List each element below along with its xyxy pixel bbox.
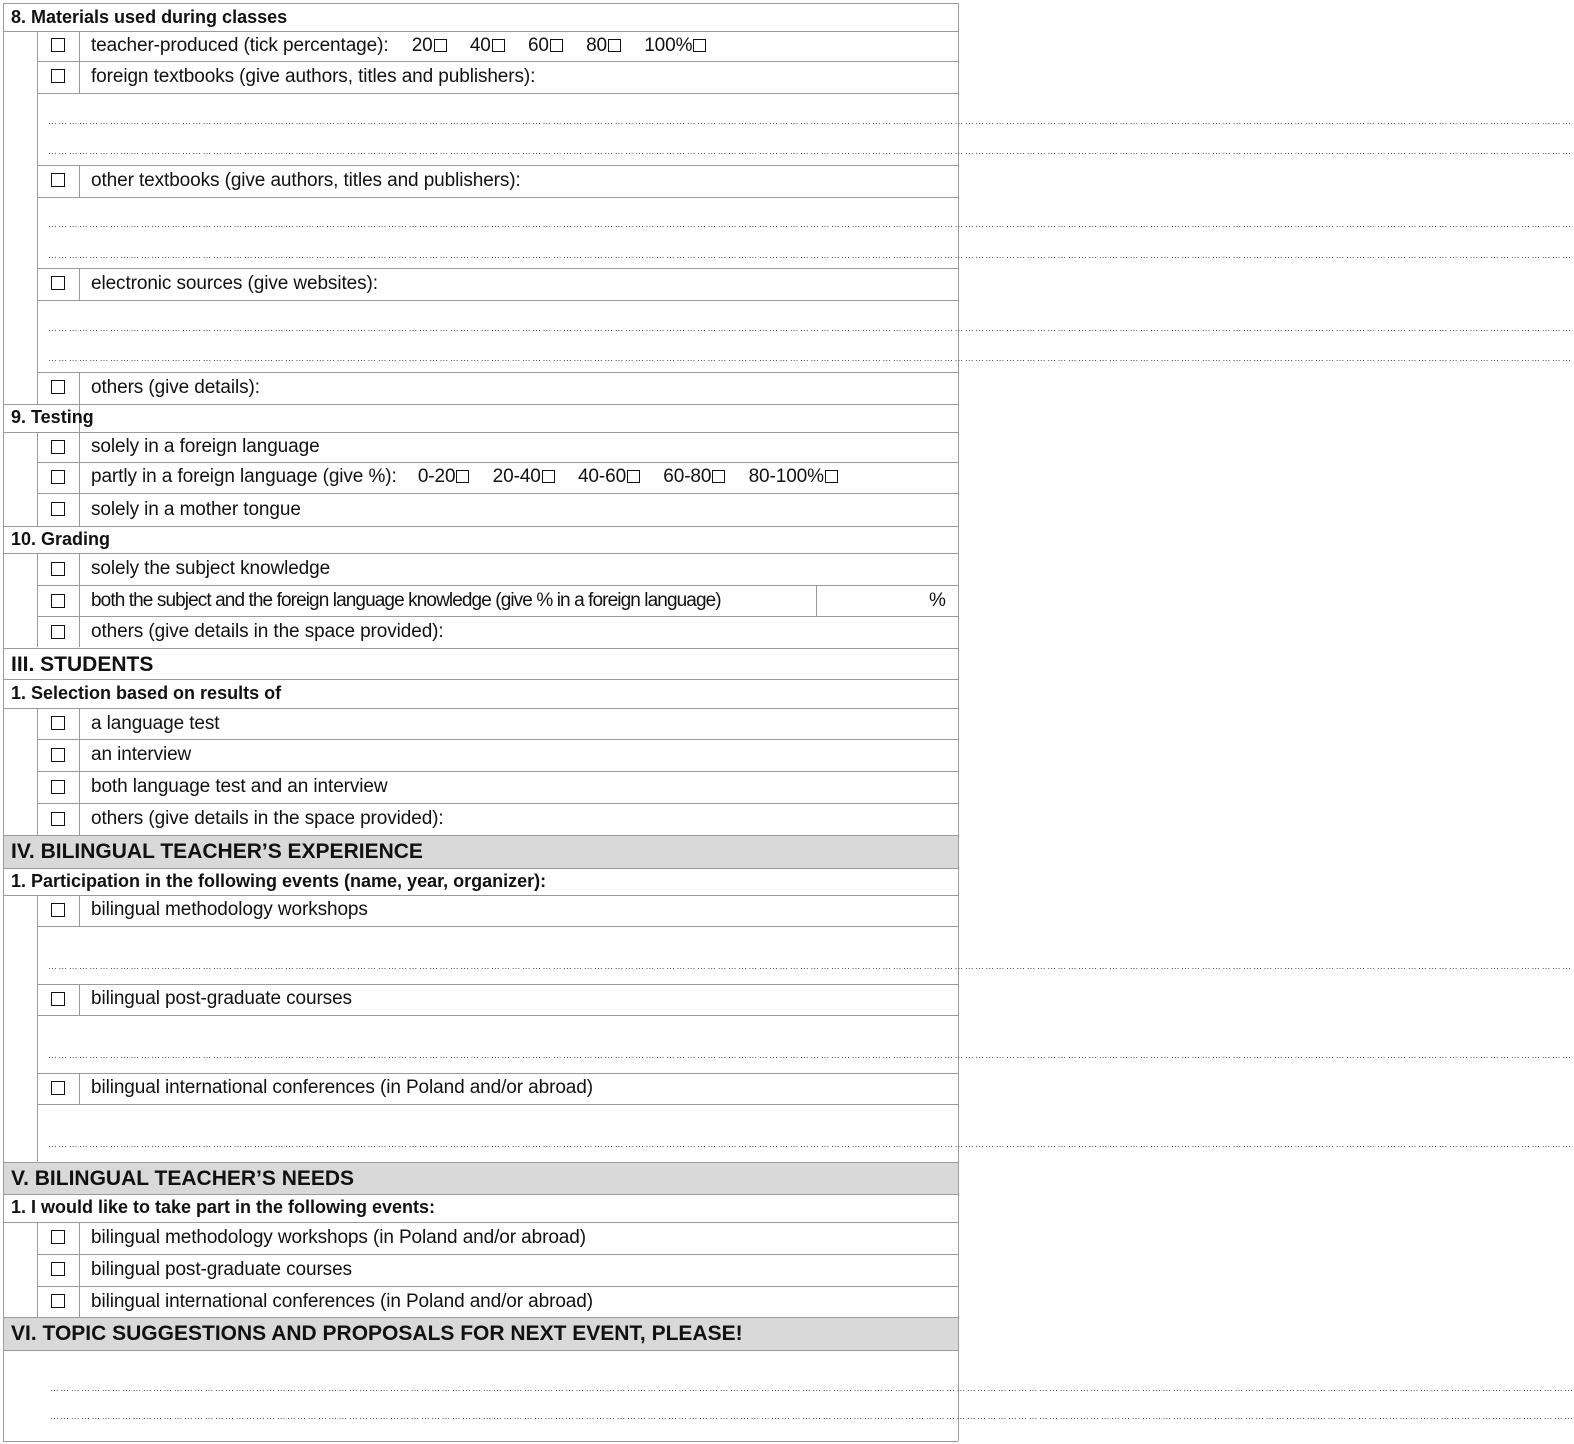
needs-conferences-checkbox[interactable]: [51, 1294, 65, 1308]
language-test-checkbox[interactable]: [51, 716, 65, 730]
row-line: [37, 61, 958, 62]
row-line: [37, 1015, 958, 1016]
teacher-produced-label: teacher-produced (tick percentage):: [91, 35, 389, 56]
answer-line[interactable]: …………………………………………………………………………………………………………………………………………………………………………………………………………………………………………………………………………………………………………………………………………………………………………………………………………: [50, 1411, 1574, 1421]
materials-heading: 8. Materials used during classes: [11, 7, 288, 27]
percent-label: 60: [527, 35, 549, 56]
answer-line[interactable]: …………………………………………………………………………………………………………………………………………………………………………………………………………………………………………………………………………………………………………………………………………………………………………………………………………: [48, 146, 1573, 156]
needs-workshops-label: bilingual methodology workshops (in Poland and/or abroad): [91, 1227, 586, 1248]
teacher-produced-row: [91, 35, 706, 57]
row-line: [3, 1222, 958, 1223]
mother-tongue-label: solely in a mother tongue: [91, 499, 301, 520]
percent-option-80: [586, 35, 621, 56]
row-line: [37, 1104, 958, 1105]
checkbox-column-line: [79, 31, 80, 93]
range-option-60-80: [663, 466, 725, 487]
test-and-interview-label: both language test and an interview: [91, 776, 388, 797]
answer-line[interactable]: …………………………………………………………………………………………………………………………………………………………………………………………………………………………………………………………………………………………………………………………………………………………………………………………………………: [48, 116, 1573, 126]
foreign-textbooks-label: foreign textbooks (give authors, titles and publishers):: [91, 66, 536, 87]
row-line: [37, 616, 958, 617]
mother-tongue-checkbox[interactable]: [51, 502, 65, 516]
answer-line[interactable]: …………………………………………………………………………………………………………………………………………………………………………………………………………………………………………………………………………………………………………………………………………………………………………………………………………: [48, 961, 1573, 971]
range-label: 60-80: [663, 466, 712, 487]
range-label: 20-40: [492, 466, 541, 487]
range-0-20-checkbox[interactable]: [456, 470, 469, 483]
percent-20-checkbox[interactable]: [434, 39, 447, 52]
range-label: 0-20: [417, 466, 456, 487]
range-label: 80-100%: [748, 466, 824, 487]
row-line: [37, 93, 958, 94]
percent-label: 40: [469, 35, 491, 56]
percent-label: 80: [586, 35, 607, 56]
row-line: [3, 31, 958, 32]
electronic-sources-checkbox[interactable]: [51, 276, 65, 290]
others-grading-checkbox[interactable]: [51, 625, 65, 639]
workshops-label: bilingual methodology workshops: [91, 899, 368, 920]
answer-line[interactable]: …………………………………………………………………………………………………………………………………………………………………………………………………………………………………………………………………………………………………………………………………………………………………………………………………………: [48, 219, 1573, 229]
other-textbooks-label: other textbooks (give authors, titles and publishers):: [91, 170, 521, 191]
partly-foreign-checkbox[interactable]: [51, 470, 65, 484]
partly-foreign-row: [91, 466, 838, 488]
range-option-80-100: [749, 466, 838, 487]
answer-line[interactable]: …………………………………………………………………………………………………………………………………………………………………………………………………………………………………………………………………………………………………………………………………………………………………………………………………………: [48, 1139, 1573, 1149]
row-line: [37, 771, 958, 772]
interview-label: an interview: [91, 744, 192, 765]
grading-heading: 10. Grading: [11, 529, 111, 549]
row-line: [37, 1073, 958, 1074]
percent-label: 20: [411, 35, 433, 56]
answer-line[interactable]: …………………………………………………………………………………………………………………………………………………………………………………………………………………………………………………………………………………………………………………………………………………………………………………………………………: [50, 1383, 1574, 1393]
row-line: [37, 300, 958, 301]
checkbox-column-line: [79, 268, 80, 300]
others-selection-label: others (give details in the space provided):: [91, 808, 444, 829]
range-label: 40-60: [577, 466, 627, 487]
answer-line[interactable]: …………………………………………………………………………………………………………………………………………………………………………………………………………………………………………………………………………………………………………………………………………………………………………………………………………: [48, 1050, 1573, 1060]
row-line: [37, 372, 958, 373]
testing-heading: 9. Testing: [11, 407, 94, 427]
indent-column-line: [37, 895, 38, 1161]
percent-option-40: [470, 35, 505, 56]
row-line: [3, 404, 958, 405]
row-line: [3, 1194, 958, 1195]
suggestions-section-title: VI. TOPIC SUGGESTIONS AND PROPOSALS FOR NEXT EVENT, PLEASE!: [11, 1322, 743, 1345]
needs-section-title: V. BILINGUAL TEACHER’S NEEDS: [11, 1167, 355, 1190]
percent-cell-divider: [816, 585, 817, 616]
row-line: [3, 1317, 958, 1318]
needs-conferences-label: bilingual international conferences (in Poland and/or abroad): [91, 1291, 593, 1312]
row-line: [3, 895, 958, 896]
conferences-label: bilingual international conferences (in Poland and/or abroad): [91, 1077, 593, 1098]
row-line: [37, 165, 958, 166]
needs-workshops-checkbox[interactable]: [51, 1230, 65, 1244]
other-textbooks-checkbox[interactable]: [51, 173, 65, 187]
row-line: [3, 679, 958, 680]
workshops-checkbox[interactable]: [51, 903, 65, 917]
frame-bottom-border: [3, 1441, 958, 1442]
solely-foreign-checkbox[interactable]: [51, 440, 65, 454]
foreign-textbooks-checkbox[interactable]: [51, 69, 65, 83]
percent-option-100: [644, 35, 706, 56]
checkbox-column-line: [79, 165, 80, 197]
range-20-40-checkbox[interactable]: [542, 470, 555, 483]
solely-foreign-label: solely in a foreign language: [91, 436, 320, 457]
teacher-produced-checkbox[interactable]: [51, 38, 65, 52]
needs-courses-checkbox[interactable]: [51, 1262, 65, 1276]
checkbox-column-line: [79, 895, 80, 926]
row-line: [37, 984, 958, 985]
participation-heading: 1. Participation in the following events (name, year, organizer):: [11, 871, 547, 891]
range-option-0-20: [418, 466, 470, 487]
row-line: [37, 803, 958, 804]
range-option-20-40: [493, 466, 555, 487]
indent-column-line: [37, 31, 38, 405]
percent-60-checkbox[interactable]: [550, 39, 563, 52]
percent-40-checkbox[interactable]: [492, 39, 505, 52]
interview-checkbox[interactable]: [51, 748, 65, 762]
row-line: [37, 197, 958, 198]
checkbox-column-line: [79, 432, 80, 526]
indent-column-line: [37, 432, 38, 526]
checkbox-column-line: [79, 984, 80, 1015]
courses-checkbox[interactable]: [51, 992, 65, 1006]
range-80-100-checkbox[interactable]: [825, 470, 838, 483]
row-line: [3, 1162, 958, 1163]
indent-column-line: [37, 553, 38, 647]
row-line: [37, 1254, 958, 1255]
percent-80-checkbox[interactable]: [608, 39, 621, 52]
subject-only-label: solely the subject knowledge: [91, 558, 331, 579]
answer-line[interactable]: …………………………………………………………………………………………………………………………………………………………………………………………………………………………………………………………………………………………………………………………………………………………………………………………………………: [48, 353, 1573, 363]
row-line: [37, 268, 958, 269]
answer-line[interactable]: …………………………………………………………………………………………………………………………………………………………………………………………………………………………………………………………………………………………………………………………………………………………………………………………………………: [48, 250, 1573, 260]
row-line: [37, 493, 958, 494]
row-line: [37, 585, 958, 586]
students-section-title: III. STUDENTS: [11, 653, 154, 676]
others-grading-label: others (give details in the space provided):: [91, 621, 444, 642]
events-heading: 1. I would like to take part in the following events:: [11, 1197, 436, 1217]
percent-option-60: [528, 35, 563, 56]
frame-left-border: [3, 3, 4, 1441]
row-line: [3, 868, 958, 869]
frame-top-border: [3, 3, 958, 4]
row-line: [3, 648, 958, 649]
both-knowledge-checkbox[interactable]: [51, 594, 65, 608]
test-and-interview-checkbox[interactable]: [51, 780, 65, 794]
range-60-80-checkbox[interactable]: [712, 470, 725, 483]
percent-label: 100%: [644, 35, 693, 56]
row-line: [3, 708, 958, 709]
percent-option-20: [412, 35, 447, 56]
selection-heading: 1. Selection based on results of: [11, 683, 282, 703]
conferences-checkbox[interactable]: [51, 1081, 65, 1095]
answer-line[interactable]: …………………………………………………………………………………………………………………………………………………………………………………………………………………………………………………………………………………………………………………………………………………………………………………………………………: [48, 323, 1573, 333]
needs-courses-label: bilingual post-graduate courses: [91, 1259, 352, 1280]
partly-foreign-label: partly in a foreign language (give %):: [91, 466, 397, 487]
indent-column-line: [37, 1222, 38, 1317]
row-line: [37, 739, 958, 740]
others-selection-checkbox[interactable]: [51, 812, 65, 826]
others-materials-label: others (give details):: [91, 377, 260, 398]
row-line: [37, 462, 958, 463]
row-line: [3, 835, 958, 836]
language-test-label: a language test: [91, 713, 220, 734]
checkbox-column-line: [79, 1222, 80, 1317]
row-line: [3, 553, 958, 554]
percent-sign: %: [929, 590, 946, 611]
percent-100-checkbox[interactable]: [693, 39, 706, 52]
range-40-60-checkbox[interactable]: [627, 470, 640, 483]
range-option-40-60: [578, 466, 640, 487]
row-line: [3, 526, 958, 527]
others-materials-checkbox[interactable]: [51, 380, 65, 394]
row-line: [3, 432, 958, 433]
row-line: [37, 1286, 958, 1287]
both-knowledge-label: both the subject and the foreign language knowledge (give % in a foreign language): [91, 590, 721, 611]
row-line: [37, 926, 958, 927]
experience-section-title: IV. BILINGUAL TEACHER’S EXPERIENCE: [11, 840, 423, 863]
courses-label: bilingual post-graduate courses: [91, 988, 352, 1009]
subject-only-checkbox[interactable]: [51, 562, 65, 576]
row-line: [3, 1350, 958, 1351]
checkbox-column-line: [79, 553, 80, 647]
checkbox-column-line: [79, 1073, 80, 1104]
electronic-sources-label: electronic sources (give websites):: [91, 273, 378, 294]
